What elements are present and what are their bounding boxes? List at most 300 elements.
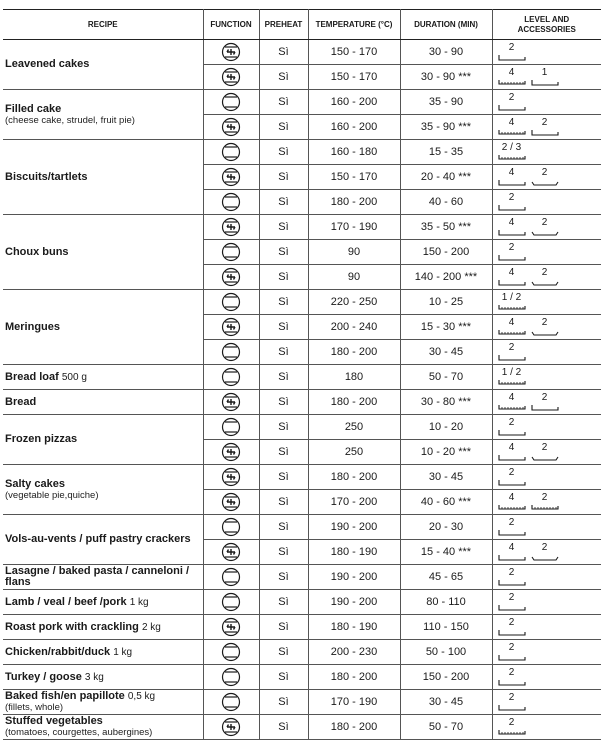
level-accessory — [498, 392, 526, 412]
preheat-cell: Sì — [259, 515, 308, 540]
level-number: 2 — [508, 467, 515, 478]
level-accessory — [498, 192, 526, 212]
recipe-cell — [3, 640, 203, 665]
fan-forced-icon — [204, 392, 259, 412]
duration-cell: 50 - 70 — [400, 715, 492, 740]
function-cell — [203, 490, 259, 515]
temperature-cell: 180 - 200 — [308, 715, 400, 740]
level-number: 2 — [508, 667, 515, 678]
level-accessory — [498, 67, 526, 87]
level-cell — [492, 715, 601, 740]
level-accessory — [498, 92, 526, 112]
recipe-weight: 1 kg — [129, 596, 149, 608]
recipe-weight: 500 g — [61, 371, 87, 383]
recipe-name: Frozen pizzas — [5, 433, 78, 445]
function-cell — [203, 290, 259, 315]
level-accessory — [498, 242, 526, 262]
level-accessory — [531, 542, 559, 562]
function-cell — [203, 565, 259, 590]
preheat-cell: Sì — [259, 690, 308, 715]
conventional-icon — [204, 517, 259, 537]
header-function: FUNCTION — [203, 10, 259, 40]
level-accessory — [498, 667, 526, 687]
preheat-cell: Sì — [259, 415, 308, 440]
fan-forced-icon — [204, 42, 259, 62]
function-cell — [203, 590, 259, 615]
fan-forced-icon — [204, 717, 259, 737]
recipe-cell — [3, 90, 203, 140]
function-cell — [203, 340, 259, 365]
level-number: 4 — [508, 542, 515, 553]
duration-cell: 80 - 110 — [400, 590, 492, 615]
level-accessory — [498, 542, 526, 562]
header-row — [3, 10, 601, 40]
table-row — [3, 390, 601, 415]
level-number: 2 — [541, 267, 548, 278]
temperature-cell: 190 - 200 — [308, 590, 400, 615]
duration-cell: 30 - 45 — [400, 340, 492, 365]
temperature-cell: 180 - 200 — [308, 390, 400, 415]
level-cell — [492, 565, 601, 590]
fan-forced-icon — [204, 542, 259, 562]
level-number: 2 — [541, 117, 548, 128]
fan-forced-icon — [204, 67, 259, 87]
duration-cell: 150 - 200 — [400, 665, 492, 690]
conventional-icon — [204, 242, 259, 262]
duration-cell: 140 - 200 *** — [400, 265, 492, 290]
level-accessory — [498, 367, 526, 387]
table-row — [3, 590, 601, 615]
function-cell — [203, 190, 259, 215]
function-cell — [203, 390, 259, 415]
recipe-name: Roast pork with crackling — [5, 620, 139, 633]
temperature-cell: 190 - 200 — [308, 565, 400, 590]
level-cell — [492, 190, 601, 215]
duration-cell: 40 - 60 — [400, 190, 492, 215]
preheat-cell: Sì — [259, 340, 308, 365]
level-number: 2 — [508, 342, 515, 353]
recipe-name: Meringues — [5, 320, 61, 333]
level-cell — [492, 590, 601, 615]
recipe-name: Biscuits/tartlets — [5, 170, 88, 183]
recipe-name: Lasagne / baked pasta / canneloni / flans — [5, 565, 190, 588]
temperature-cell: 200 - 240 — [308, 315, 400, 340]
level-cell — [492, 665, 601, 690]
function-cell — [203, 315, 259, 340]
duration-cell: 40 - 60 *** — [400, 490, 492, 515]
level-accessory — [498, 142, 526, 162]
table-row — [3, 615, 601, 640]
level-accessory — [498, 717, 526, 737]
level-number: 2 — [508, 642, 515, 653]
recipe-name: Bread loaf — [5, 370, 59, 383]
function-cell — [203, 65, 259, 90]
level-accessory — [498, 692, 526, 712]
preheat-cell: Sì — [259, 140, 308, 165]
level-cell — [492, 690, 601, 715]
fan-forced-icon — [204, 217, 259, 237]
preheat-cell: Sì — [259, 540, 308, 565]
table-row — [3, 365, 601, 390]
duration-cell: 15 - 40 *** — [400, 540, 492, 565]
level-cell — [492, 290, 601, 315]
recipe-rows — [3, 40, 601, 740]
preheat-cell: Sì — [259, 465, 308, 490]
level-accessory — [531, 492, 559, 512]
temperature-cell: 90 — [308, 240, 400, 265]
level-number: 2 — [508, 517, 515, 528]
temperature-cell: 180 - 190 — [308, 615, 400, 640]
fan-forced-icon — [204, 467, 259, 487]
level-accessory — [498, 217, 526, 237]
level-number: 2 — [541, 392, 548, 403]
recipe-weight: 3 kg — [84, 671, 104, 683]
fan-forced-icon — [204, 267, 259, 287]
level-accessory — [531, 167, 559, 187]
temperature-cell: 180 - 190 — [308, 540, 400, 565]
preheat-cell: Sì — [259, 590, 308, 615]
table-row — [3, 715, 601, 740]
level-number: 4 — [508, 267, 515, 278]
temperature-cell: 170 - 200 — [308, 490, 400, 515]
temperature-cell: 250 — [308, 440, 400, 465]
level-cell — [492, 415, 601, 440]
recipe-name: Lamb / veal / beef /pork — [5, 595, 127, 608]
temperature-cell: 220 - 250 — [308, 290, 400, 315]
fan-forced-icon — [204, 492, 259, 512]
level-number: 2 — [541, 542, 548, 553]
level-accessory — [498, 267, 526, 287]
temperature-cell: 170 - 190 — [308, 215, 400, 240]
function-cell — [203, 615, 259, 640]
level-number: 4 — [508, 317, 515, 328]
level-number: 2 — [508, 592, 515, 603]
recipe-cell — [3, 615, 203, 640]
function-cell — [203, 140, 259, 165]
recipe-name: Leavened cakes — [5, 58, 90, 70]
conventional-icon — [204, 192, 259, 212]
preheat-cell: Sì — [259, 115, 308, 140]
level-accessory — [498, 492, 526, 512]
duration-cell: 15 - 35 — [400, 140, 492, 165]
level-accessory — [531, 67, 559, 87]
recipe-subtitle: (cheese cake, strudel, fruit pie) — [5, 114, 135, 126]
table-row — [3, 565, 601, 590]
table-row — [3, 40, 601, 65]
level-number: 2 — [508, 192, 515, 203]
preheat-cell: Sì — [259, 665, 308, 690]
function-cell — [203, 240, 259, 265]
level-accessory — [531, 217, 559, 237]
duration-cell: 35 - 50 *** — [400, 215, 492, 240]
recipe-cell — [3, 565, 203, 590]
table-row — [3, 140, 601, 165]
level-cell — [492, 440, 601, 465]
level-accessory — [498, 567, 526, 587]
recipe-name: Filled cake — [5, 102, 62, 115]
function-cell — [203, 465, 259, 490]
function-cell — [203, 440, 259, 465]
level-number: 2 / 3 — [501, 142, 522, 153]
preheat-cell: Sì — [259, 615, 308, 640]
header-temperature: TEMPERATURE (°C) — [308, 10, 400, 40]
recipe-name: Choux buns — [5, 245, 69, 258]
conventional-icon — [204, 567, 259, 587]
level-number: 1 / 2 — [501, 292, 522, 303]
function-cell — [203, 215, 259, 240]
level-number: 2 — [508, 717, 515, 728]
fan-forced-icon — [204, 317, 259, 337]
function-cell — [203, 90, 259, 115]
preheat-cell: Sì — [259, 90, 308, 115]
level-number: 4 — [508, 67, 515, 78]
level-accessory — [498, 292, 526, 312]
temperature-cell: 150 - 170 — [308, 40, 400, 65]
temperature-cell: 160 - 200 — [308, 90, 400, 115]
level-number: 2 — [508, 692, 515, 703]
duration-cell: 35 - 90 *** — [400, 115, 492, 140]
fan-forced-icon — [204, 117, 259, 137]
conventional-icon — [204, 367, 259, 387]
duration-cell: 35 - 90 — [400, 90, 492, 115]
duration-cell: 10 - 20 *** — [400, 440, 492, 465]
level-number: 2 — [541, 442, 548, 453]
recipe-cell — [3, 40, 203, 90]
temperature-cell: 180 - 200 — [308, 465, 400, 490]
level-number: 4 — [508, 167, 515, 178]
recipe-cell — [3, 465, 203, 515]
level-number: 2 — [508, 242, 515, 253]
recipe-name: Turkey / goose — [5, 670, 82, 683]
duration-cell: 45 - 65 — [400, 565, 492, 590]
table-row — [3, 90, 601, 115]
duration-cell: 150 - 200 — [400, 240, 492, 265]
recipe-name: Baked fish/en papillote — [5, 690, 125, 702]
level-accessory — [498, 117, 526, 137]
table-row — [3, 465, 601, 490]
level-number: 2 — [508, 617, 515, 628]
duration-cell: 10 - 20 — [400, 415, 492, 440]
recipe-cell — [3, 390, 203, 415]
preheat-cell: Sì — [259, 265, 308, 290]
level-accessory — [498, 467, 526, 487]
level-accessory — [498, 42, 526, 62]
function-cell — [203, 365, 259, 390]
level-number: 4 — [508, 492, 515, 503]
level-accessory — [498, 442, 526, 462]
level-cell — [492, 65, 601, 90]
preheat-cell: Sì — [259, 565, 308, 590]
function-cell — [203, 415, 259, 440]
level-accessory — [498, 417, 526, 437]
level-number: 2 — [508, 42, 515, 53]
preheat-cell: Sì — [259, 715, 308, 740]
temperature-cell: 250 — [308, 415, 400, 440]
preheat-cell: Sì — [259, 165, 308, 190]
duration-cell: 20 - 40 *** — [400, 165, 492, 190]
recipe-name: Stuffed vegetables — [5, 715, 103, 727]
header-preheat: PREHEAT — [259, 10, 308, 40]
level-cell — [492, 40, 601, 65]
fan-forced-icon — [204, 442, 259, 462]
recipe-subtitle: (tomatoes, courgettes, aubergines) — [5, 727, 153, 738]
header-recipe: RECIPE — [3, 10, 203, 40]
level-number: 2 — [508, 417, 515, 428]
level-cell — [492, 315, 601, 340]
level-cell — [492, 365, 601, 390]
level-accessory — [498, 517, 526, 537]
function-cell — [203, 265, 259, 290]
function-cell — [203, 690, 259, 715]
level-cell — [492, 265, 601, 290]
level-cell — [492, 240, 601, 265]
recipe-weight: 2 kg — [141, 621, 161, 633]
duration-cell: 30 - 45 — [400, 690, 492, 715]
duration-cell: 30 - 45 — [400, 465, 492, 490]
preheat-cell: Sì — [259, 315, 308, 340]
function-cell — [203, 40, 259, 65]
table-row — [3, 290, 601, 315]
duration-cell: 50 - 70 — [400, 365, 492, 390]
recipe-cell — [3, 365, 203, 390]
conventional-icon — [204, 342, 259, 362]
temperature-cell: 160 - 180 — [308, 140, 400, 165]
duration-cell: 50 - 100 — [400, 640, 492, 665]
temperature-cell: 90 — [308, 265, 400, 290]
fan-forced-icon — [204, 617, 259, 637]
level-cell — [492, 115, 601, 140]
conventional-icon — [204, 667, 259, 687]
recipe-cell — [3, 665, 203, 690]
function-cell — [203, 540, 259, 565]
table-row — [3, 515, 601, 540]
function-cell — [203, 640, 259, 665]
temperature-cell: 180 - 200 — [308, 340, 400, 365]
duration-cell: 15 - 30 *** — [400, 315, 492, 340]
temperature-cell: 150 - 170 — [308, 65, 400, 90]
level-number: 4 — [508, 392, 515, 403]
duration-cell: 30 - 90 *** — [400, 65, 492, 90]
level-accessory — [531, 117, 559, 137]
level-accessory — [531, 267, 559, 287]
header-level: LEVEL AND ACCESSORIES — [492, 10, 601, 40]
recipe-name: Salty cakes — [5, 477, 65, 490]
conventional-icon — [204, 592, 259, 612]
table-row — [3, 665, 601, 690]
function-cell — [203, 165, 259, 190]
recipe-name: Chicken/rabbit/duck — [5, 645, 111, 658]
level-number: 4 — [508, 217, 515, 228]
duration-cell: 110 - 150 — [400, 615, 492, 640]
level-number: 2 — [541, 167, 548, 178]
level-cell — [492, 140, 601, 165]
recipe-cell — [3, 140, 203, 215]
preheat-cell: Sì — [259, 640, 308, 665]
temperature-cell: 170 - 190 — [308, 690, 400, 715]
duration-cell: 10 - 25 — [400, 290, 492, 315]
temperature-cell: 180 - 200 — [308, 665, 400, 690]
level-number: 2 — [508, 567, 515, 578]
preheat-cell: Sì — [259, 190, 308, 215]
level-number: 2 — [541, 492, 548, 503]
recipe-cell — [3, 690, 203, 715]
recipe-cell — [3, 515, 203, 565]
level-accessory — [531, 442, 559, 462]
temperature-cell: 200 - 230 — [308, 640, 400, 665]
recipe-cell — [3, 590, 203, 615]
duration-cell: 30 - 80 *** — [400, 390, 492, 415]
preheat-cell: Sì — [259, 240, 308, 265]
level-number: 4 — [508, 117, 515, 128]
table-row — [3, 215, 601, 240]
level-number: 1 — [541, 67, 548, 78]
recipe-cell — [3, 215, 203, 290]
level-accessory — [498, 642, 526, 662]
conventional-icon — [204, 417, 259, 437]
function-cell — [203, 715, 259, 740]
conventional-icon — [204, 142, 259, 162]
level-cell — [492, 165, 601, 190]
recipe-cell — [3, 290, 203, 365]
level-number: 2 — [508, 92, 515, 103]
recipe-weight: 1 kg — [113, 646, 133, 658]
cooking-table — [3, 9, 601, 740]
header-duration: DURATION (MIN) — [400, 10, 492, 40]
temperature-cell: 150 - 170 — [308, 165, 400, 190]
level-accessory — [531, 317, 559, 337]
level-accessory — [498, 342, 526, 362]
duration-cell: 20 - 30 — [400, 515, 492, 540]
preheat-cell: Sì — [259, 215, 308, 240]
level-accessory — [498, 592, 526, 612]
level-cell — [492, 340, 601, 365]
table-row — [3, 415, 601, 440]
preheat-cell: Sì — [259, 65, 308, 90]
preheat-cell: Sì — [259, 490, 308, 515]
recipe-subtitle: (fillets, whole) — [5, 702, 64, 713]
recipe-cell — [3, 715, 203, 740]
level-number: 2 — [541, 317, 548, 328]
recipe-name: Vols-au-vents / puff pastry crackers — [5, 533, 191, 545]
duration-cell: 30 - 90 — [400, 40, 492, 65]
level-accessory — [531, 392, 559, 412]
temperature-cell: 180 - 200 — [308, 190, 400, 215]
temperature-cell: 160 - 200 — [308, 115, 400, 140]
recipe-cell — [3, 415, 203, 465]
level-cell — [492, 515, 601, 540]
preheat-cell: Sì — [259, 290, 308, 315]
level-accessory — [498, 167, 526, 187]
recipe-name: Bread — [5, 395, 37, 408]
level-cell — [492, 90, 601, 115]
level-cell — [492, 465, 601, 490]
preheat-cell: Sì — [259, 440, 308, 465]
conventional-icon — [204, 692, 259, 712]
level-number: 4 — [508, 442, 515, 453]
preheat-cell: Sì — [259, 390, 308, 415]
level-accessory — [498, 617, 526, 637]
level-accessory — [498, 317, 526, 337]
conventional-icon — [204, 92, 259, 112]
fan-forced-icon — [204, 167, 259, 187]
level-cell — [492, 215, 601, 240]
level-cell — [492, 540, 601, 565]
recipe-subtitle: (vegetable pie,quiche) — [5, 489, 99, 501]
preheat-cell: Sì — [259, 40, 308, 65]
recipe-weight: 0,5 kg — [127, 691, 156, 702]
preheat-cell: Sì — [259, 365, 308, 390]
conventional-icon — [204, 292, 259, 312]
